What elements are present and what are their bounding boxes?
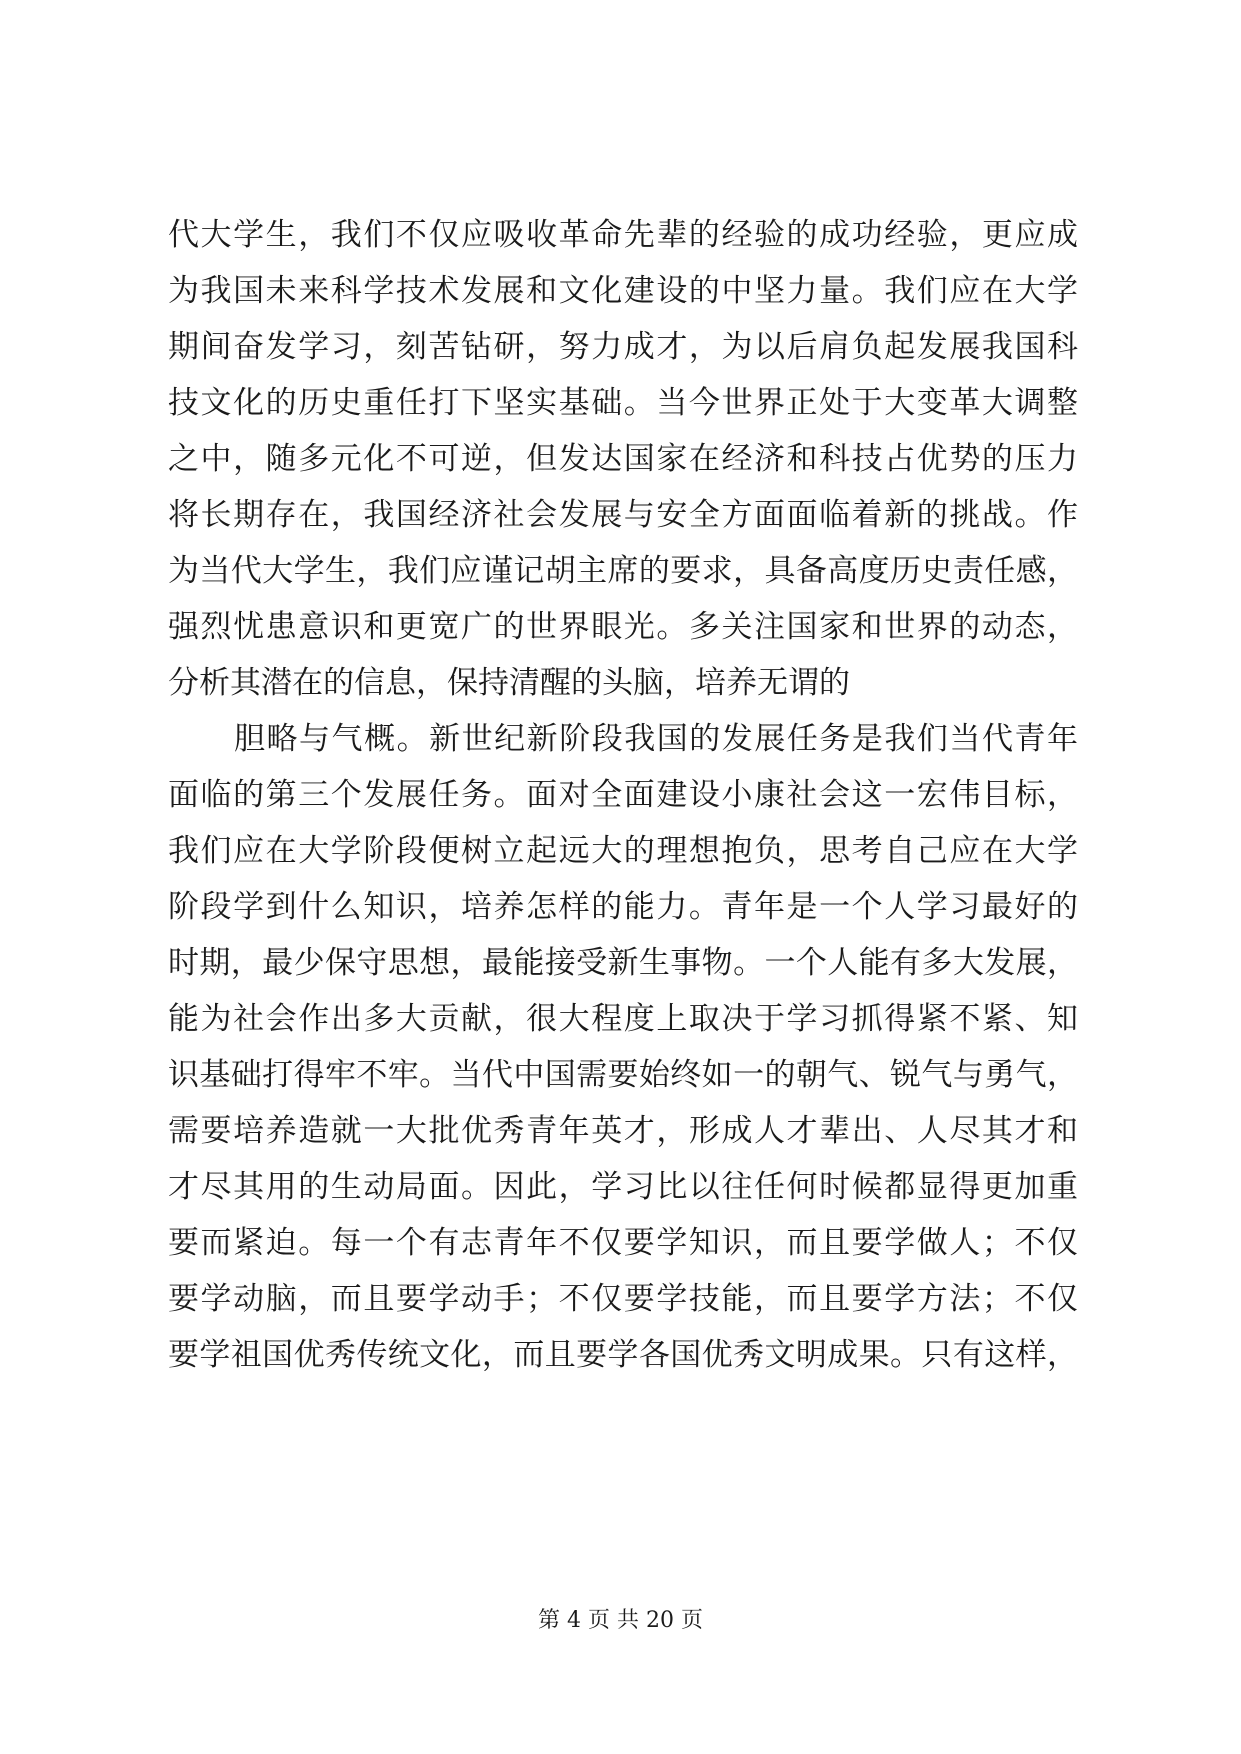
page-number-footer: 第 4 页 共 20 页 <box>538 1608 703 1633</box>
paragraph-line: 才尽其用的生动局面。因此，学习比以往任何时候都显得更加重 <box>168 1169 1078 1205</box>
paragraph-line: 面临的第三个发展任务。面对全面建设小康社会这一宏伟目标， <box>168 777 1078 813</box>
paragraph-line: 强烈忧患意识和更宽广的世界眼光。多关注国家和世界的动态， <box>168 609 1078 645</box>
paragraph-line: 胆略与气概。新世纪新阶段我国的发展任务是我们当代青年 <box>234 721 1078 757</box>
paragraph-line: 需要培养造就一大批优秀青年英才，形成人才辈出、人尽其才和 <box>168 1113 1078 1149</box>
paragraph-line: 要学动脑，而且要学动手；不仅要学技能，而且要学方法；不仅 <box>168 1281 1078 1317</box>
paragraph-line: 为我国未来科学技术发展和文化建设的中坚力量。我们应在大学 <box>168 273 1078 309</box>
paragraph-line: 代大学生，我们不仅应吸收革命先辈的经验的成功经验，更应成 <box>168 217 1078 253</box>
paragraph-line: 技文化的历史重任打下坚实基础。当今世界正处于大变革大调整 <box>168 385 1078 421</box>
paragraph-line: 为当代大学生，我们应谨记胡主席的要求，具备高度历史责任感， <box>168 553 1078 589</box>
paragraph-line: 之中，随多元化不可逆，但发达国家在经济和科技占优势的压力 <box>168 441 1078 477</box>
paragraph-line: 能为社会作出多大贡献，很大程度上取决于学习抓得紧不紧、知 <box>168 1001 1078 1037</box>
paragraph-line: 我们应在大学阶段便树立起远大的理想抱负，思考自己应在大学 <box>168 833 1078 869</box>
paragraph-line: 要学祖国优秀传统文化，而且要学各国优秀文明成果。只有这样， <box>168 1337 1078 1373</box>
paragraph-line: 时期，最少保守思想，最能接受新生事物。一个人能有多大发展， <box>168 945 1078 981</box>
paragraph-line: 将长期存在，我国经济社会发展与安全方面面临着新的挑战。作 <box>168 497 1078 533</box>
paragraph-line: 分析其潜在的信息，保持清醒的头脑，培养无谓的 <box>168 665 850 701</box>
paragraph-line: 识基础打得牢不牢。当代中国需要始终如一的朝气、锐气与勇气， <box>168 1057 1078 1093</box>
paragraph-line: 阶段学到什么知识，培养怎样的能力。青年是一个人学习最好的 <box>168 889 1078 925</box>
paragraph-line: 要而紧迫。每一个有志青年不仅要学知识，而且要学做人；不仅 <box>168 1225 1078 1261</box>
paragraph-line: 期间奋发学习，刻苦钻研，努力成才，为以后肩负起发展我国科 <box>168 329 1078 365</box>
